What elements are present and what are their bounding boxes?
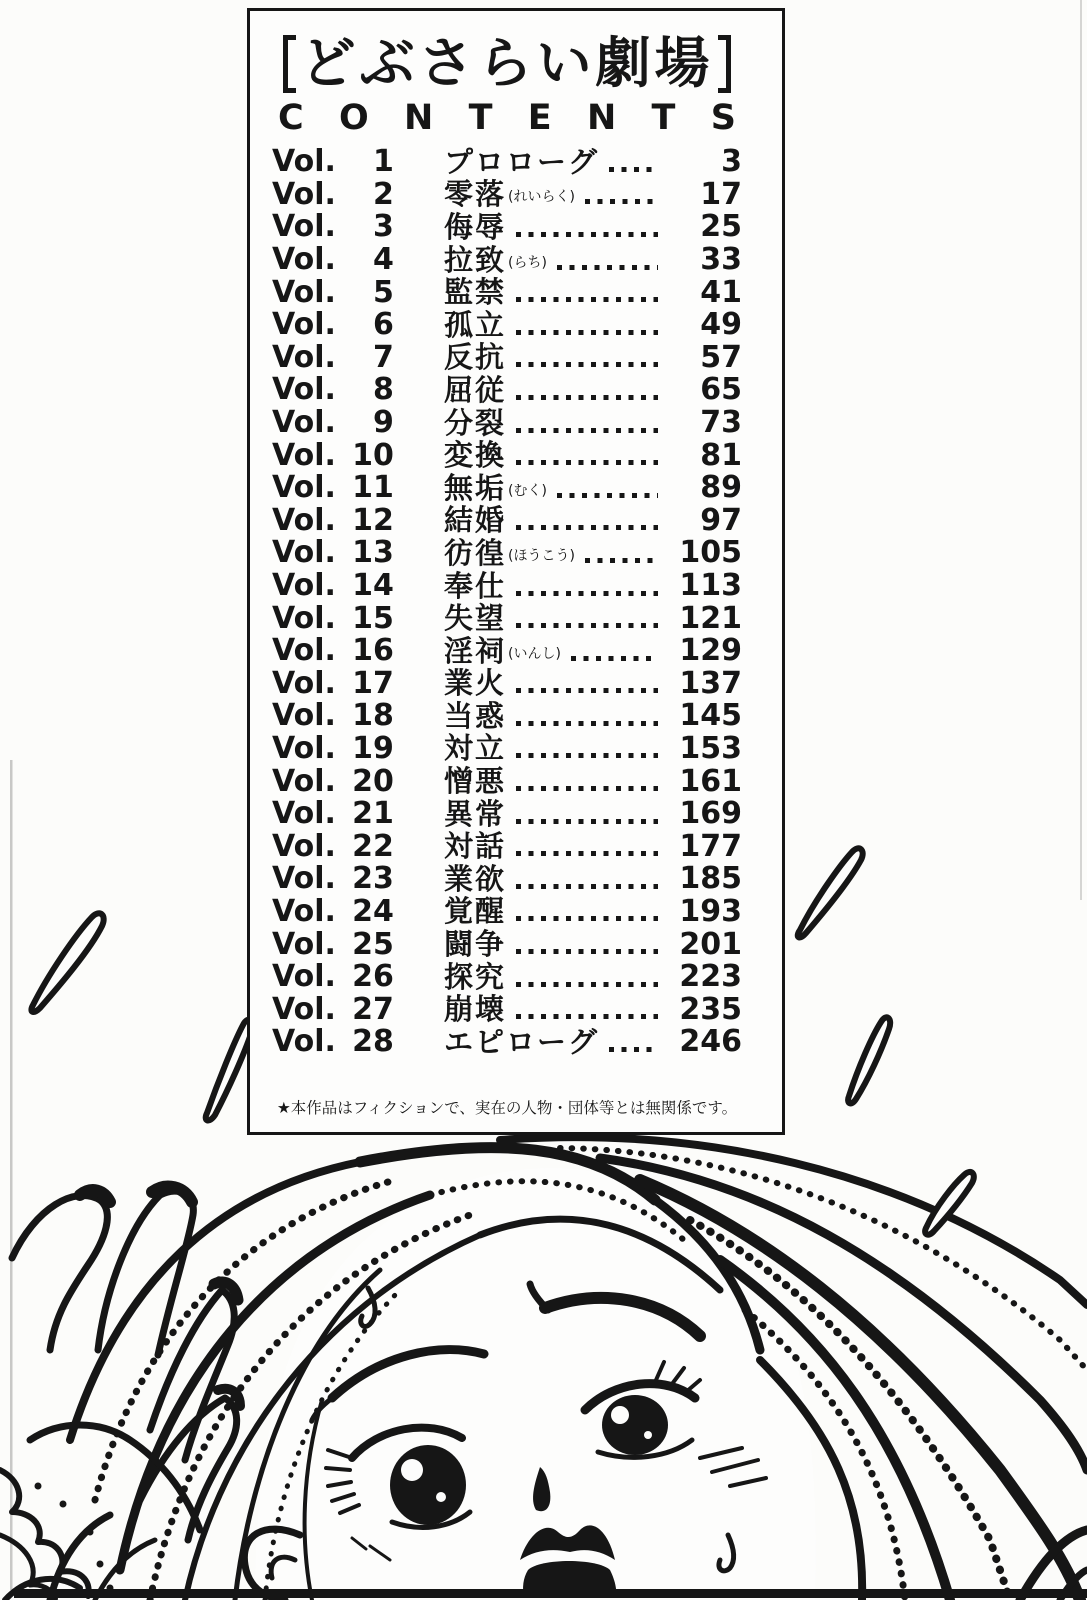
toc-volume-number: 23: [352, 861, 394, 897]
sweat-drop: [31, 913, 103, 1012]
toc-page-number: 57: [700, 339, 742, 375]
dot-leader: [516, 753, 658, 758]
toc-volume-label: [272, 176, 444, 212]
toc-chapter-title-text: 屈従: [444, 372, 507, 407]
toc-chapter-title-text: 分裂: [444, 405, 507, 440]
toc-chapter-title-text: 失望: [444, 601, 507, 636]
toc-chapter-title: [444, 894, 507, 929]
toc-volume-number: 8: [373, 372, 394, 408]
toc-chapter-title-text: 業火: [444, 666, 507, 701]
toc-page-number: 121: [679, 600, 742, 636]
toc-chapter-title-text: 無垢: [444, 470, 507, 505]
toc-page-number: 235: [679, 991, 742, 1027]
toc-volume-label: [272, 339, 444, 375]
toc-chapter-title: [444, 633, 561, 668]
dot-leader: [557, 265, 658, 270]
toc-volume-label: [272, 665, 444, 701]
dot-leader: [516, 819, 658, 824]
dot-leader: [516, 688, 658, 693]
toc-volume-word: Vol.: [272, 763, 336, 799]
toc-volume-number: 26: [352, 959, 394, 995]
dot-leader: [516, 330, 658, 335]
toc-volume-word: Vol.: [272, 307, 336, 343]
dot-leader: [516, 591, 658, 596]
dot-leader: [516, 786, 658, 791]
toc-volume-label: [272, 633, 444, 669]
toc-volume-label: [272, 991, 444, 1027]
toc-volume-number: 25: [352, 926, 394, 962]
toc-row: [272, 276, 742, 309]
dot-leader: [516, 884, 658, 889]
toc-page-number: 49: [700, 307, 742, 343]
toc-volume-word: Vol.: [272, 698, 336, 734]
toc-volume-label: [272, 861, 444, 897]
toc-volume-number: 27: [352, 991, 394, 1027]
dot-leader: [516, 232, 658, 237]
toc-page-number: 65: [700, 372, 742, 408]
contents-heading-letter: O: [338, 98, 369, 138]
toc-row: [272, 635, 742, 668]
toc-volume-word: Vol.: [272, 437, 336, 473]
toc-chapter-title-text: 結婚: [444, 503, 507, 538]
toc-chapter-title: [444, 601, 507, 636]
toc-volume-word: Vol.: [272, 372, 336, 408]
toc-row: [272, 863, 742, 896]
toc-chapter-furigana: (むく): [508, 482, 547, 499]
toc-page-number: 25: [700, 209, 742, 245]
sweat-drop: [798, 848, 863, 937]
dot-leader: [571, 656, 658, 661]
toc-volume-number: 17: [352, 665, 394, 701]
toc-volume-word: Vol.: [272, 405, 336, 441]
toc-page-number: 73: [700, 405, 742, 441]
dot-leader: [516, 949, 658, 954]
dot-leader: [516, 1014, 658, 1019]
toc-chapter-title: [444, 372, 507, 407]
toc-row: [272, 1026, 742, 1059]
contents-heading-letter: C: [278, 98, 304, 138]
toc-chapter-title: [444, 242, 547, 277]
toc-row: [272, 537, 742, 570]
toc-page-number: 137: [679, 665, 742, 701]
toc-volume-label: [272, 502, 444, 538]
toc-volume-word: Vol.: [272, 959, 336, 995]
toc-volume-label: [272, 828, 444, 864]
toc-volume-number: 15: [352, 600, 394, 636]
toc-row: [272, 798, 742, 831]
toc-volume-label: [272, 535, 444, 571]
toc-volume-number: 4: [373, 242, 394, 278]
toc-volume-word: Vol.: [272, 339, 336, 375]
toc-row: [272, 407, 742, 440]
toc-chapter-title: [444, 927, 507, 962]
toc-volume-number: 24: [352, 893, 394, 929]
panel-border-bar: [14, 1589, 1087, 1598]
toc-row: [272, 665, 742, 701]
toc-volume-number: 20: [352, 763, 394, 799]
toc-row: [272, 309, 742, 342]
toc-volume-word: Vol.: [272, 730, 336, 766]
toc-volume-label: [272, 1024, 444, 1060]
toc-chapter-furigana: (れいらく): [508, 189, 575, 206]
toc-volume-number: 28: [352, 1024, 394, 1060]
toc-volume-number: 16: [352, 633, 394, 669]
toc-volume-label: [272, 372, 444, 408]
toc-page-number: 223: [679, 959, 742, 995]
toc-volume-word: Vol.: [272, 796, 336, 832]
toc-chapter-title: [444, 144, 600, 179]
toc-volume-number: 11: [352, 470, 394, 506]
contents-heading-letter: N: [404, 98, 434, 138]
toc-volume-label: [272, 893, 444, 929]
toc-volume-word: Vol.: [272, 144, 336, 180]
dot-leader: [516, 721, 658, 726]
toc-chapter-title-text: 変換: [444, 438, 507, 473]
toc-page-number: 185: [679, 861, 742, 897]
toc-volume-number: 6: [373, 307, 394, 343]
toc-chapter-title: [444, 307, 507, 342]
toc-volume-word: Vol.: [272, 861, 336, 897]
toc-page-number: 113: [679, 568, 742, 604]
toc-chapter-title: [444, 535, 575, 570]
disclaimer-note: ★本作品はフィクションで、実在の人物・団体等とは無関係です。: [276, 1099, 738, 1117]
toc-volume-label: [272, 274, 444, 310]
toc-volume-word: Vol.: [272, 242, 336, 278]
toc-chapter-title-text: 対立: [444, 731, 507, 766]
toc-volume-number: 5: [373, 274, 394, 310]
toc-page-number: 169: [679, 796, 742, 832]
dot-leader: [609, 1047, 658, 1052]
toc-volume-word: Vol.: [272, 176, 336, 212]
toc-row: [272, 176, 742, 212]
toc-volume-number: 13: [352, 535, 394, 571]
toc-chapter-title: [444, 829, 507, 864]
toc-chapter-title-text: 対話: [444, 829, 507, 864]
toc-chapter-title-text: エピローグ: [444, 1024, 600, 1059]
scan-edge-right: [1080, 0, 1082, 900]
toc-row: [272, 993, 742, 1026]
toc-volume-label: [272, 600, 444, 636]
toc-chapter-title-text: 崩壊: [444, 992, 507, 1027]
contents-box: [247, 8, 785, 1135]
toc-volume-label: [272, 405, 444, 441]
toc-row: [272, 374, 742, 407]
dot-leader: [585, 558, 658, 563]
toc-row: [272, 961, 742, 994]
toc-page-number: 177: [679, 828, 742, 864]
dot-leader: [516, 623, 658, 628]
toc-page-number: 145: [679, 698, 742, 734]
toc-page-number: 153: [679, 730, 742, 766]
toc-volume-word: Vol.: [272, 1024, 336, 1060]
toc-volume-word: Vol.: [272, 926, 336, 962]
toc-volume-label: [272, 307, 444, 343]
dot-leader: [516, 851, 658, 856]
toc-chapter-title-text: 異常: [444, 796, 507, 831]
toc-page-number: 3: [721, 144, 742, 180]
toc-page-number: 201: [679, 926, 742, 962]
toc-volume-number: 7: [373, 339, 394, 375]
toc-chapter-title-text: 拉致: [444, 242, 507, 277]
toc-volume-number: 3: [373, 209, 394, 245]
toc-volume-number: 14: [352, 568, 394, 604]
toc-chapter-title-text: 監禁: [444, 275, 507, 310]
toc-volume-number: 10: [352, 437, 394, 473]
dot-leader: [516, 525, 658, 530]
toc-volume-number: 18: [352, 698, 394, 734]
toc-row: [272, 146, 742, 179]
contents-heading-letter: T: [468, 98, 493, 138]
dot-leader: [516, 916, 658, 921]
dot-leader: [516, 297, 658, 302]
dot-leader: [516, 982, 658, 987]
dot-leader: [557, 493, 658, 498]
toc-volume-number: 19: [352, 730, 394, 766]
toc-volume-word: Vol.: [272, 470, 336, 506]
toc-chapter-title: [444, 731, 507, 766]
toc-volume-label: [272, 926, 444, 962]
toc-row: [272, 700, 742, 733]
left-bracket-icon: [283, 35, 296, 93]
toc-chapter-title: [444, 796, 507, 831]
toc-chapter-title: [444, 438, 507, 473]
toc-volume-label: [272, 470, 444, 506]
toc-volume-number: 21: [352, 796, 394, 832]
toc-row: [272, 439, 742, 472]
toc-chapter-title: [444, 275, 507, 310]
scan-edge-left: [10, 760, 13, 1590]
toc-chapter-title-text: 侮辱: [444, 209, 507, 244]
dot-leader: [516, 460, 658, 465]
toc-chapter-title-text: 孤立: [444, 307, 507, 342]
right-bracket-icon: [718, 35, 731, 93]
toc-page-number: 129: [679, 633, 742, 669]
toc-chapter-title: [444, 177, 575, 212]
dot-leader: [585, 199, 658, 204]
toc-page-number: 105: [679, 535, 742, 571]
contents-heading: [272, 98, 742, 138]
toc-row: [272, 730, 742, 766]
sweat-drop: [848, 1017, 890, 1103]
toc-volume-word: Vol.: [272, 535, 336, 571]
toc-chapter-title-text: 淫祠: [444, 633, 507, 668]
toc-chapter-title-text: 覚醒: [444, 894, 507, 929]
toc-volume-label: [272, 144, 444, 180]
toc-row: [272, 244, 742, 277]
contents-heading-letter: S: [710, 98, 736, 138]
contents-heading-letter: T: [651, 98, 676, 138]
toc-volume-word: Vol.: [272, 600, 336, 636]
toc-page-number: 246: [679, 1024, 742, 1060]
toc-chapter-furigana: (いんし): [508, 645, 561, 662]
toc-chapter-title: [444, 568, 507, 603]
toc-chapter-title-text: 闘争: [444, 927, 507, 962]
toc-volume-word: Vol.: [272, 568, 336, 604]
toc-row: [272, 893, 742, 929]
toc-chapter-title-text: 探究: [444, 959, 507, 994]
toc-page-number: 97: [700, 502, 742, 538]
toc-row: [272, 602, 742, 635]
toc-volume-word: Vol.: [272, 665, 336, 701]
book-title: [272, 31, 742, 96]
toc-chapter-title: [444, 405, 507, 440]
toc-chapter-title-text: 業欲: [444, 861, 507, 896]
toc-volume-number: 22: [352, 828, 394, 864]
contents-heading-letter: N: [586, 98, 617, 138]
toc-chapter-title: [444, 1024, 600, 1059]
toc-volume-word: Vol.: [272, 991, 336, 1027]
toc-chapter-title-text: 彷徨: [444, 535, 507, 570]
toc-chapter-title-text: 奉仕: [444, 568, 507, 603]
toc-volume-number: 12: [352, 502, 394, 538]
toc-volume-word: Vol.: [272, 828, 336, 864]
toc-volume-label: [272, 796, 444, 832]
toc-chapter-title-text: 当惑: [444, 698, 507, 733]
toc-volume-word: Vol.: [272, 893, 336, 929]
contents-heading-letter: E: [527, 98, 552, 138]
toc-page-number: 193: [679, 893, 742, 929]
dot-leader: [516, 395, 658, 400]
toc-row: [272, 765, 742, 798]
toc-volume-label: [272, 763, 444, 799]
dot-leader: [516, 362, 658, 367]
toc-page-number: 41: [700, 274, 742, 310]
toc-chapter-title: [444, 340, 507, 375]
toc-chapter-title-text: プロローグ: [444, 144, 600, 179]
toc-chapter-title: [444, 503, 507, 538]
toc-volume-number: 1: [373, 144, 394, 180]
toc-volume-word: Vol.: [272, 502, 336, 538]
toc-volume-word: Vol.: [272, 209, 336, 245]
toc-list: [272, 146, 742, 1059]
toc-row: [272, 928, 742, 961]
toc-row: [272, 472, 742, 505]
sweat-drop: [206, 1020, 253, 1121]
toc-volume-label: [272, 959, 444, 995]
toc-volume-label: [272, 437, 444, 473]
toc-chapter-title-text: 零落: [444, 177, 507, 212]
toc-page-number: 17: [700, 176, 742, 212]
toc-chapter-title: [444, 764, 507, 799]
toc-chapter-title-text: 反抗: [444, 340, 507, 375]
toc-chapter-furigana: (らち): [508, 254, 547, 271]
toc-page-number: 33: [700, 242, 742, 278]
toc-row: [272, 339, 742, 375]
toc-volume-word: Vol.: [272, 274, 336, 310]
toc-row: [272, 211, 742, 244]
toc-page-number: 81: [700, 437, 742, 473]
toc-volume-label: [272, 568, 444, 604]
dot-leader: [609, 167, 658, 172]
toc-chapter-title: [444, 992, 507, 1027]
toc-chapter-furigana: (ほうこう): [508, 547, 575, 564]
toc-chapter-title: [444, 959, 507, 994]
toc-chapter-title: [444, 470, 547, 505]
toc-volume-number: 2: [373, 176, 394, 212]
toc-volume-label: [272, 730, 444, 766]
toc-chapter-title: [444, 861, 507, 896]
toc-volume-label: [272, 209, 444, 245]
book-title-text: どぶさらい劇場: [300, 31, 714, 96]
toc-row: [272, 830, 742, 863]
toc-chapter-title: [444, 666, 507, 701]
toc-row: [272, 502, 742, 538]
toc-volume-label: [272, 242, 444, 278]
dot-leader: [516, 428, 658, 433]
toc-volume-number: 9: [373, 405, 394, 441]
toc-volume-word: Vol.: [272, 633, 336, 669]
toc-page-number: 89: [700, 470, 742, 506]
toc-volume-label: [272, 698, 444, 734]
toc-row: [272, 570, 742, 603]
toc-chapter-title: [444, 698, 507, 733]
toc-page-number: 161: [679, 763, 742, 799]
toc-chapter-title: [444, 209, 507, 244]
toc-chapter-title-text: 憎悪: [444, 764, 507, 799]
